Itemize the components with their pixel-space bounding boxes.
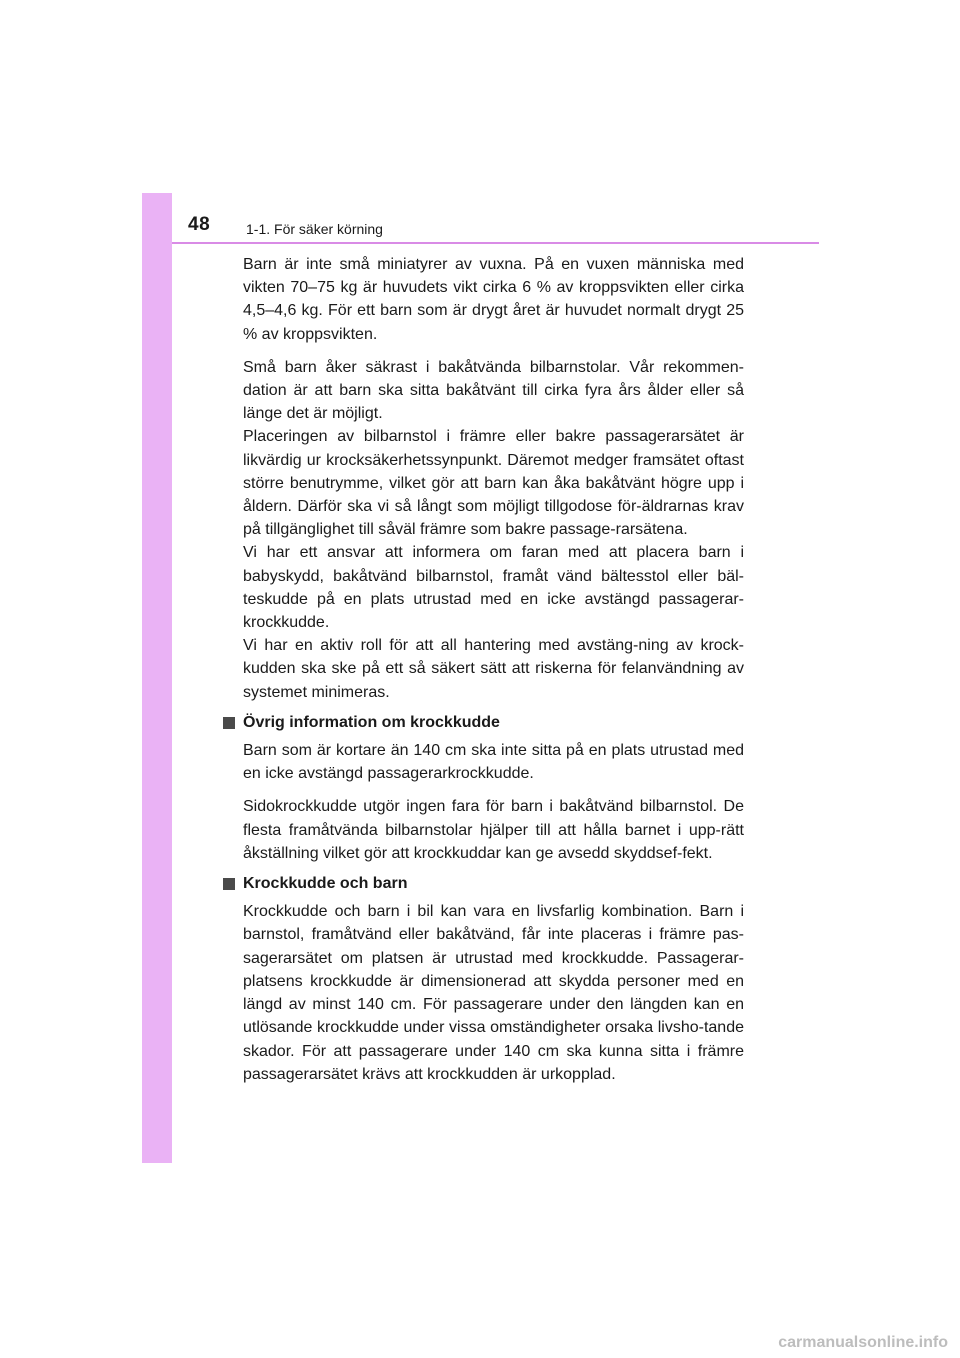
paragraph: Vi har ett ansvar att informera om faran med att placera barn i babyskydd, bakåtvänd bilbarnstol, framåt vänd bältesstol eller bäl-teskudde på en plats utrustad med en icke avstängd passagerar-krockkudde. <box>243 544 744 632</box>
square-bullet-icon <box>223 878 235 890</box>
main-content <box>243 253 744 1086</box>
header-divider <box>172 242 819 244</box>
paragraph: Sidokrockkudde utgör ingen fara för barn i bakåtvänd bilbarnstol. De flesta framåtvända bilbarnstolar hjälper till att hålla barnet i upp-rätt åkställning vilket gör att krockkuddar kan ge avsedd skyddsef-fekt. <box>243 798 744 862</box>
paragraph: Barn är inte små miniatyrer av vuxna. På en vuxen människa med vikten 70–75 kg är huvudets vikt cirka 6 % av kroppsvikten eller cirka 4,5–4,6 kg. För ett barn som är drygt året är huvudet normalt drygt 25 % av kroppsvikten. <box>243 256 744 343</box>
watermark: carmanualsonline.info <box>778 1334 948 1351</box>
section-heading-text: Krockkudde och barn <box>243 875 408 893</box>
paragraph: Små barn åker säkrast i bakåtvända bilbarnstolar. Vår rekommen-dation är att barn ska sitta bakåtvänt till cirka fyra års ålder eller så länge det är möjligt. <box>243 358 744 423</box>
chapter-sidebar-tab <box>142 193 172 1163</box>
paragraph: Barn som är kortare än 140 cm ska inte sitta på en plats utrustad med en icke avstängd passagerarkrockkudde. <box>243 742 744 783</box>
paragraph: Placeringen av bilbarnstol i främre eller bakre passagerarsätet är likvärdig ur krocksäkerhetssynpunkt. Däremot medger framsätet oftast större benutrymme, vilket gör att barn kan åka bakåtvänt högre upp i åldern. Därför ska vi så långt som möjligt tillgodose för-äldrarnas krav på tillgänglighet till såväl främre som bakre passage-rarsätena. <box>243 428 744 539</box>
square-bullet-icon <box>223 717 235 729</box>
page-number: 48 <box>188 214 211 235</box>
paragraph: Vi har en aktiv roll för att all hantering med avstäng-ning av krock-kudden ska ske på ett så säkert sätt att riskerna för felanvändning av systemet minimeras. <box>243 637 744 701</box>
section-title: 1-1. För säker körning <box>246 221 383 237</box>
section-heading-text: Övrig information om krockkudde <box>243 713 500 731</box>
paragraph: Krockkudde och barn i bil kan vara en livsfarlig kombination. Barn i barnstol, framåtvänd eller bakåtvänd, får inte placeras i främre pas-sagerarsätet om platsen är utrustad med krockkudde. Passagerar-platsens krockkudde är dimensionerad att skydda personer med en längd av minst 140 cm. För passagerare under den längden kan en utlösande krockkudde under vissa omständigheter orsaka livsho-tande skador. För att passagerare under 140 cm ska kunna sitta i främre passagerarsätet krävs att krockkudden är urkopplad. <box>243 903 744 1083</box>
section-heading <box>243 711 744 734</box>
section-heading <box>243 872 744 895</box>
